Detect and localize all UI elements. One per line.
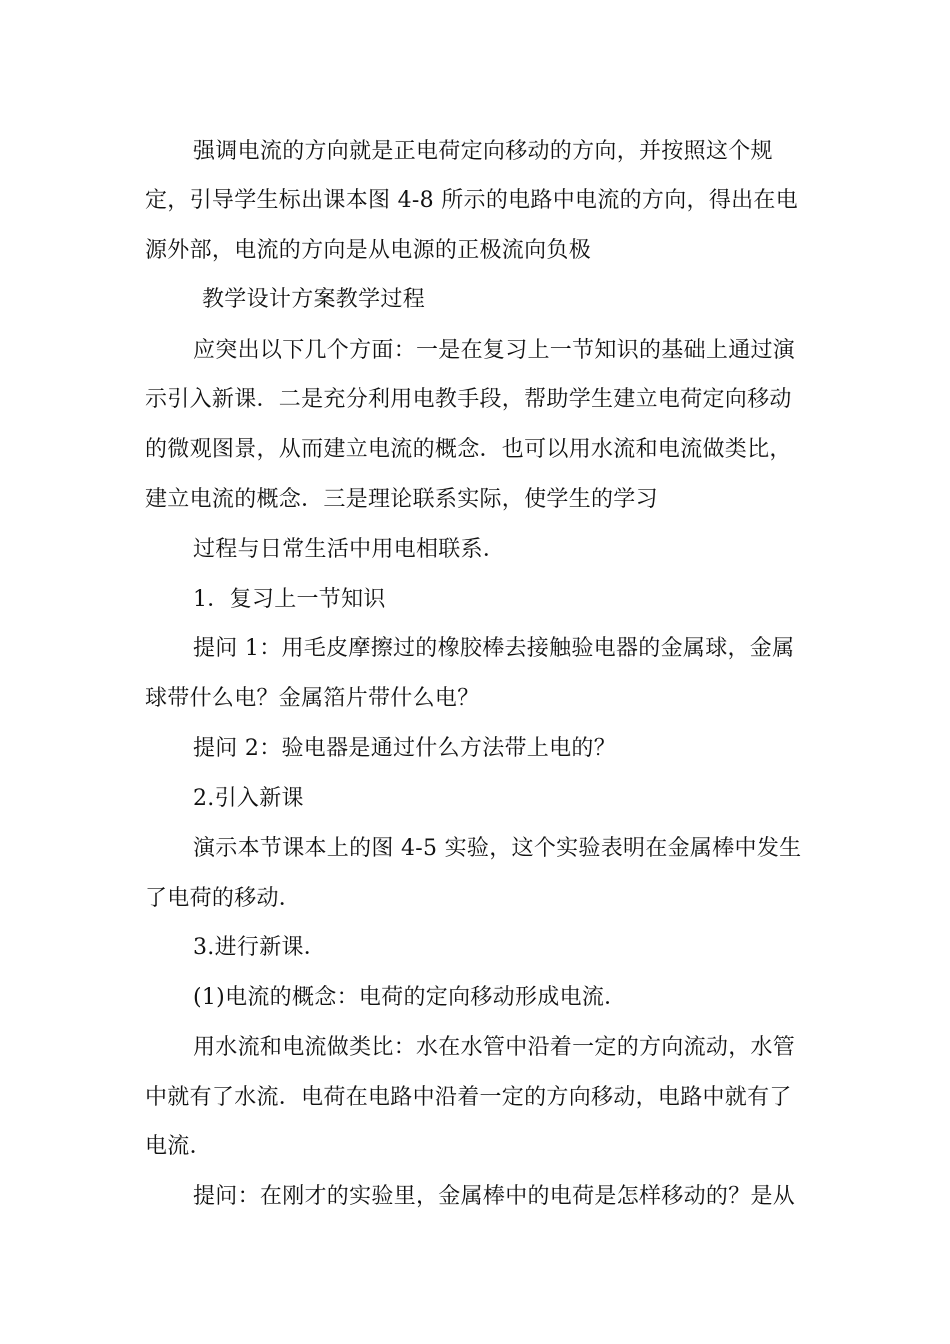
text-line-20: 中就有了水流．电荷在电路中沿着一定的方向移动，电路中就有了 (145, 1085, 792, 1110)
section-heading: 教学设计方案教学过程 (202, 287, 426, 312)
text-line-7: 的微观图景，从而建立电流的概念．也可以用水流和电流做类比， (145, 437, 792, 462)
text-line-6: 示引入新课．二是充分利用电教手段，帮助学生建立电荷定向移动 (145, 387, 792, 412)
text-line-18: (1)电流的概念：电荷的定向移动形成电流． (193, 985, 627, 1010)
text-line-22: 提问：在刚才的实验里，金属棒中的电荷是怎样移动的？是从 (193, 1184, 796, 1209)
text-line-16: 了电荷的移动． (145, 886, 302, 911)
text-line-3: 源外部，电流的方向是从电源的正极流向负极 (145, 238, 592, 263)
list-item-1-heading: 1．复习上一节知识 (193, 587, 386, 612)
text-line-12: 球带什么电？金属箔片带什么电？ (145, 686, 480, 711)
text-line-5: 应突出以下几个方面：一是在复习上一节知识的基础上通过演 (193, 338, 796, 363)
text-line-1: 强调电流的方向就是正电荷定向移动的方向，并按照这个规 (193, 139, 773, 164)
list-item-3-heading: 3.进行新课． (193, 935, 327, 960)
text-line-2: 定，引导学生标出课本图 4-8 所示的电路中电流的方向，得出在电 (145, 188, 799, 213)
list-item-2-heading: 2.引入新课 (193, 786, 304, 811)
text-line-8: 建立电流的概念．三是理论联系实际，使学生的学习 (145, 487, 658, 512)
text-line-9: 过程与日常生活中用电相联系． (193, 537, 506, 562)
text-line-15: 演示本节课本上的图 4-5 实验，这个实验表明在金属棒中发生 (193, 836, 802, 861)
text-line-11: 提问 1：用毛皮摩擦过的橡胶棒去接触验电器的金属球，金属 (193, 636, 795, 661)
text-line-21: 电流． (145, 1134, 212, 1159)
text-line-13: 提问 2：验电器是通过什么方法带上电的？ (193, 736, 616, 761)
text-line-19: 用水流和电流做类比：水在水管中沿着一定的方向流动，水管 (193, 1035, 796, 1060)
